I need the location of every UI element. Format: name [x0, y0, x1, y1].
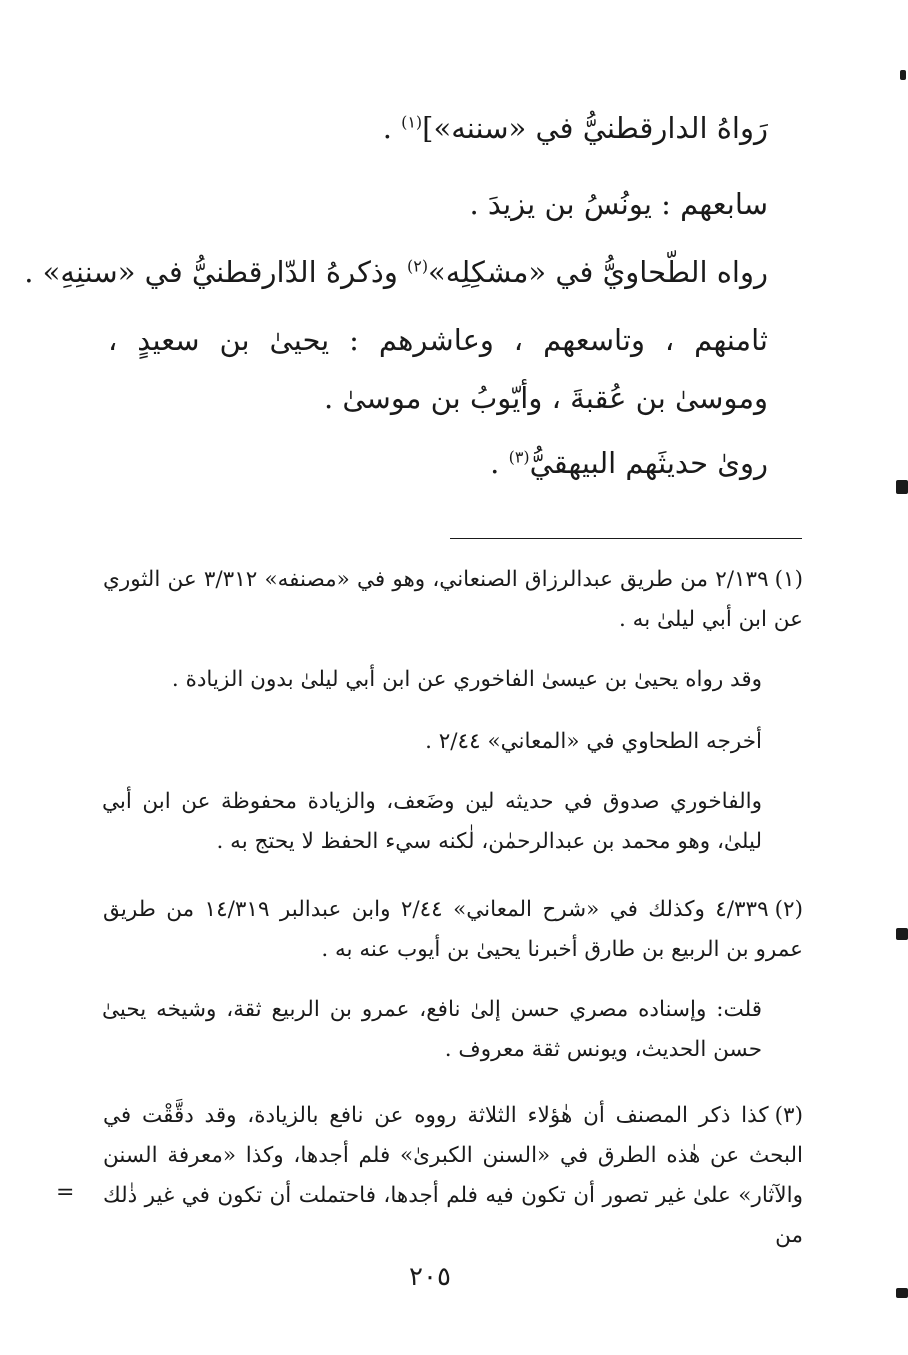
- main-text-segment: رَواهُ الدارقطنيُّ في «سننه»]: [422, 111, 768, 145]
- footnote-paragraph: والفاخوري صدوق في حديثه لين وضَعف، والزيادة محفوظة عن ابن أبي ليلىٰ، وهو محمد بن عبدالرحمٰن، لٰكنه سيء الحفظ لا يحتج به .: [102, 789, 762, 854]
- main-text-line: [98, 106, 768, 150]
- scan-edge-mark: [896, 480, 908, 494]
- footnote-2: [103, 890, 803, 970]
- footnote-number: (٢): [774, 897, 803, 922]
- footnote-3: [103, 1096, 803, 1256]
- footnote-text: ٤/٣٣٩ وكذلك في «شرح المعاني» ٢/٤٤ وابن عبدالبر ١٤/٣١٩ من طريق عمرو بن الربيع بن طارق أخبرنا يحيىٰ بن أيوب عنه به .: [103, 897, 803, 962]
- footnote-reference[interactable]: (١): [401, 112, 423, 132]
- main-text-segment: وذكرهُ الدّارقطنيُّ في «سننِهِ» .: [24, 255, 408, 289]
- page-number: ٢٠٥: [409, 1262, 451, 1292]
- scan-edge-mark: [900, 70, 906, 80]
- main-text-line: [24, 250, 768, 294]
- main-text-segment: رواه الطّحاويُّ في «مشكِلِه»: [428, 255, 768, 289]
- main-text-segment: .: [382, 111, 402, 145]
- scan-edge-mark: [896, 1288, 908, 1298]
- main-text-segment: روىٰ حديثَهم البيهقيُّ: [529, 446, 768, 480]
- footnote-paragraph: أخرجه الطحاوي في «المعاني» ٢/٤٤ .: [425, 729, 762, 754]
- footnote-1: [103, 560, 803, 640]
- continuation-mark: =: [56, 1180, 75, 1205]
- footnote-text: كذا ذكر المصنف أن هٰؤلاء الثلاثة رووه عن نافع بالزيادة، وقد دقَّقْت في البحث عن هٰذه الطرق في «السنن الكبرىٰ» فلم أجدها، وكذا «معرفة السنن والآثار» علىٰ غير تصور أن تكون فيه فلم أجدها، فاحتملت أن تكون في غير ذٰلك من: [103, 1103, 803, 1248]
- main-text-line: [98, 441, 768, 485]
- footnote-separator: [450, 538, 802, 539]
- footnote-reference[interactable]: (٣): [508, 447, 530, 467]
- scan-edge-mark: [896, 928, 908, 940]
- footnote-number: (١): [774, 567, 803, 592]
- main-text-paragraph: ثامنهم ، وتاسعهم ، وعاشرهم : يحيىٰ بن سعيدٍ ، وموسىٰ بن عُقبةَ ، وأيّوبُ بن موسىٰ .: [108, 323, 768, 415]
- main-text-line: سابعهم : يونُسُ بن يزيدَ .: [469, 187, 768, 221]
- main-text-segment: .: [490, 446, 509, 480]
- footnote-number: (٣): [774, 1103, 803, 1128]
- footnote-paragraph: قلت: وإسناده مصري حسن إلىٰ نافع، عمرو بن الربيع ثقة، وشيخه يحيىٰ حسن الحديث، ويونس ثقة معروف .: [102, 997, 762, 1062]
- footnote-text: ٢/١٣٩ من طريق عبدالرزاق الصنعاني، وهو في «مصنفه» ٣/٣١٢ عن الثوري عن ابن أبي ليلىٰ به .: [103, 567, 803, 632]
- footnote-reference[interactable]: (٢): [407, 256, 429, 276]
- footnote-paragraph: وقد رواه يحيىٰ بن عيسىٰ الفاخوري عن ابن أبي ليلىٰ بدون الزيادة .: [171, 667, 762, 692]
